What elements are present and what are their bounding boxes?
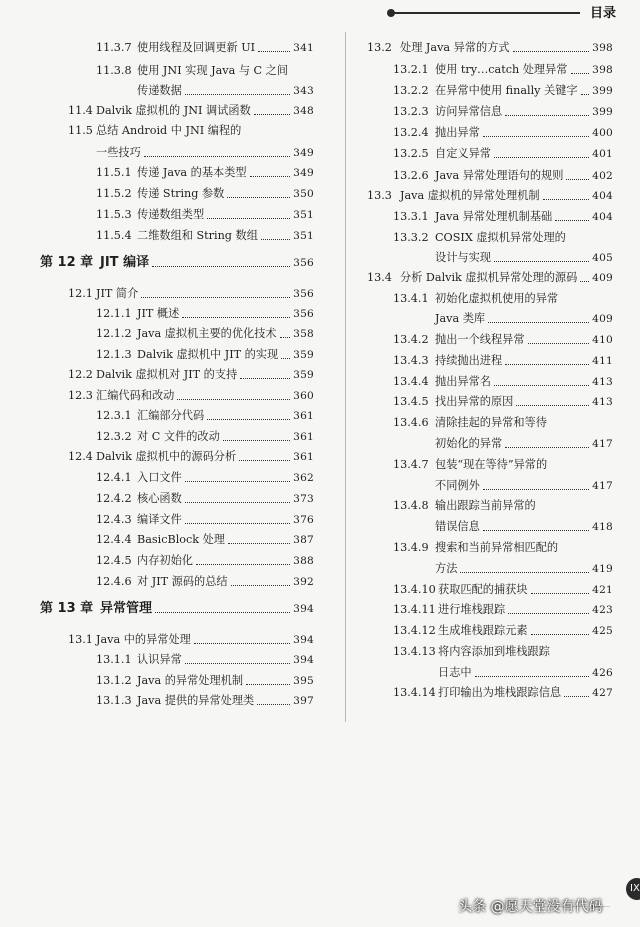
toc-title-continuation: 方法 (435, 562, 458, 575)
page-number: 401 (592, 148, 613, 160)
toc-title: JIT 简介 (96, 287, 139, 300)
page-number: 423 (592, 604, 613, 616)
toc-number: 13.1 (68, 633, 93, 646)
toc-entry[interactable] (393, 169, 613, 183)
dot-leader (227, 197, 290, 198)
toc-number: 12.1.2 (96, 327, 132, 340)
page-number: 397 (293, 695, 314, 707)
toc-title: 使用 JNI 实现 Java 与 C 之间 (137, 64, 289, 77)
dot-leader (185, 502, 290, 503)
toc-entry[interactable] (393, 210, 613, 224)
toc-entry-first-line[interactable] (393, 458, 547, 472)
toc-number: 第 12 章 (40, 255, 94, 270)
toc-entry[interactable] (393, 479, 613, 493)
toc-title: 找出异常的原因 (435, 395, 514, 408)
toc-title: 处理 Java 异常的方式 (400, 41, 510, 54)
page-number: 359 (293, 369, 314, 381)
toc-number: 13.4.5 (393, 395, 429, 408)
toc-title: 在异常中使用 finally 关键字 (435, 84, 578, 97)
toc-title: Java 中的异常处理 (96, 633, 191, 646)
dot-leader (513, 51, 590, 52)
dot-leader (494, 385, 589, 386)
toc-title: Dalvik 虚拟机的 JNI 调试函数 (96, 104, 251, 117)
toc-title: 异常管理 (100, 601, 153, 616)
toc-number: 12.4.5 (96, 554, 132, 567)
dot-leader (475, 676, 590, 677)
toc-entry[interactable] (393, 333, 613, 347)
column-divider (345, 32, 346, 722)
toc-entry[interactable] (68, 389, 314, 403)
page-number: 426 (592, 667, 613, 679)
dot-leader (152, 266, 290, 267)
toc-title: 进行堆栈跟踪 (438, 603, 506, 616)
page-number: 404 (592, 190, 613, 202)
toc-title: Dalvik 虚拟机中的源码分析 (96, 450, 237, 463)
dot-leader (581, 94, 590, 95)
page-number: 387 (293, 534, 314, 546)
toc-number: 11.5.3 (96, 208, 132, 221)
toc-title-continuation: 错误信息 (435, 520, 480, 533)
toc-number: 13.4.12 (393, 624, 436, 637)
toc-title: 二维数组和 String 数组 (137, 229, 258, 242)
toc-title: Java 虚拟机主要的优化技术 (137, 327, 277, 340)
watermark: 头条 @愿天堂没有代码 (458, 899, 603, 915)
page-number: 405 (592, 252, 613, 264)
toc-entry[interactable] (393, 520, 613, 534)
toc-entry[interactable] (367, 189, 613, 203)
toc-number: 13.4.11 (393, 603, 436, 616)
toc-entry-first-line[interactable] (393, 416, 547, 430)
toc-title: 抛出异常名 (435, 375, 491, 388)
toc-title: 抛出一个线程异常 (435, 333, 525, 346)
dot-leader (196, 564, 290, 565)
dot-leader (207, 419, 290, 420)
dot-leader (280, 337, 291, 338)
toc-number: 12.1.1 (96, 307, 132, 320)
toc-entry[interactable] (68, 104, 314, 118)
page-number: 361 (293, 451, 314, 463)
toc-title: BasicBlock 处理 (137, 533, 225, 546)
page-number: 351 (293, 230, 314, 242)
toc-title: COSIX 虚拟机异常处理的 (435, 231, 566, 244)
dot-leader (228, 543, 290, 544)
toc-entry[interactable] (96, 229, 314, 243)
page-number: 398 (592, 42, 613, 54)
dot-leader (231, 585, 291, 586)
dot-leader (239, 460, 290, 461)
page-number: 350 (293, 188, 314, 200)
page-number: 394 (293, 634, 314, 646)
toc-title: 总结 Android 中 JNI 编程的 (96, 124, 242, 137)
toc-entry[interactable] (96, 327, 314, 341)
chapter-heading[interactable] (40, 602, 314, 616)
toc-number: 12.3 (68, 389, 93, 402)
page-number: 388 (293, 555, 314, 567)
page-title: 目录 (589, 6, 616, 21)
toc-entry[interactable] (393, 147, 613, 161)
toc-number: 13.3 (367, 189, 392, 202)
dot-leader (483, 136, 589, 137)
toc-number: 13.1.2 (96, 674, 132, 687)
page-number: 399 (592, 85, 613, 97)
toc-title: Java 提供的异常处理类 (137, 694, 255, 707)
toc-title: 抛出异常 (435, 126, 480, 139)
dot-leader (185, 481, 290, 482)
toc-entry[interactable] (393, 624, 613, 638)
toc-entry-first-line[interactable] (393, 231, 566, 245)
toc-entry[interactable] (393, 395, 613, 409)
dot-leader (488, 322, 589, 323)
toc-title: JIT 概述 (137, 307, 180, 320)
toc-entry[interactable] (393, 354, 613, 368)
dot-leader (185, 663, 290, 664)
toc-number: 13.4.4 (393, 375, 429, 388)
page-number: 425 (592, 625, 613, 637)
toc-number: 13.3.1 (393, 210, 429, 223)
toc-number: 11.5 (68, 124, 93, 137)
toc-number: 13.3.2 (393, 231, 429, 244)
toc-entry[interactable] (68, 287, 314, 301)
toc-entry[interactable] (96, 674, 314, 688)
toc-entry[interactable] (96, 694, 314, 708)
page-number: 413 (592, 396, 613, 408)
toc-title: 传递数组类型 (137, 208, 205, 221)
toc-entry[interactable] (96, 208, 314, 222)
toc-title-continuation: 不同例外 (435, 479, 480, 492)
dot-leader (207, 218, 290, 219)
dot-leader (508, 613, 589, 614)
dot-leader (177, 399, 290, 400)
dot-leader (185, 523, 290, 524)
page-number: 356 (293, 257, 314, 269)
toc-number: 13.2.2 (393, 84, 429, 97)
toc-entry[interactable] (393, 251, 613, 265)
toc-number: 13.4.7 (393, 458, 429, 471)
toc-number: 13.4.10 (393, 583, 436, 596)
toc-number: 13.2 (367, 41, 392, 54)
toc-entry[interactable] (96, 409, 314, 423)
page-number: 392 (293, 576, 314, 588)
toc-title: 传递 Java 的基本类型 (137, 166, 247, 179)
page-number: 417 (592, 438, 613, 450)
toc-title-continuation: 日志中 (438, 666, 472, 679)
dot-leader (257, 704, 290, 705)
toc-title-continuation: 设计与实现 (435, 251, 491, 264)
dot-leader (516, 405, 589, 406)
toc-number: 12.1 (68, 287, 93, 300)
toc-title: 生成堆栈跟踪元素 (438, 624, 528, 637)
page-number-badge: IX (626, 878, 640, 900)
toc-title: 将内容添加到堆栈跟踪 (438, 645, 550, 658)
toc-entry-first-line[interactable] (393, 645, 550, 659)
dot-leader (505, 115, 589, 116)
toc-title: Java 虚拟机的异常处理机制 (400, 189, 540, 202)
dot-leader (483, 530, 589, 531)
dot-leader (543, 199, 590, 200)
toc-entry[interactable] (367, 271, 613, 285)
toc-title: 对 C 文件的改动 (137, 430, 220, 443)
page-number: 376 (293, 514, 314, 526)
dot-leader (281, 358, 290, 359)
dot-leader (144, 156, 290, 157)
toc-entry[interactable] (393, 312, 613, 326)
dot-leader (566, 179, 589, 180)
toc-number: 12.4.4 (96, 533, 132, 546)
dot-leader (254, 114, 290, 115)
toc-number: 13.4.2 (393, 333, 429, 346)
page-number: 404 (592, 211, 613, 223)
toc-number: 第 13 章 (40, 601, 94, 616)
toc-number: 12.1.3 (96, 348, 132, 361)
dot-leader (505, 447, 589, 448)
toc-entry[interactable] (96, 166, 314, 180)
dot-leader (580, 281, 589, 282)
toc-title: 访问异常信息 (435, 105, 503, 118)
dot-leader (528, 343, 590, 344)
page-number: 356 (293, 288, 314, 300)
toc-number: 12.4.6 (96, 575, 132, 588)
toc-number: 12.3.2 (96, 430, 132, 443)
page-number: 361 (293, 410, 314, 422)
toc-entry[interactable] (393, 666, 613, 680)
page-number: 398 (592, 64, 613, 76)
toc-title: 内存初始化 (137, 554, 193, 567)
toc-number: 13.2.6 (393, 169, 429, 182)
toc-title: 传递 String 参数 (137, 187, 225, 200)
toc-title: Java 异常处理语句的规则 (435, 169, 564, 182)
toc-entry[interactable] (393, 63, 613, 77)
toc-title: 核心函数 (137, 492, 182, 505)
toc-title: 使用 try…catch 处理异常 (435, 63, 568, 76)
toc-number: 12.4.2 (96, 492, 132, 505)
toc-number: 11.3.7 (96, 41, 132, 54)
toc-entry[interactable] (96, 575, 314, 589)
page-number: 427 (592, 687, 613, 699)
page-number: 349 (293, 147, 314, 159)
page-number: 413 (592, 376, 613, 388)
toc-number: 12.4 (68, 450, 93, 463)
page-number: 361 (293, 431, 314, 443)
page-number: 419 (592, 563, 613, 575)
toc-entry[interactable] (393, 437, 613, 451)
dot-leader (531, 593, 590, 594)
toc-entry[interactable] (393, 686, 613, 700)
toc-number: 13.4.6 (393, 416, 429, 429)
toc-entry[interactable] (68, 368, 314, 382)
dot-leader (258, 51, 290, 52)
toc-number: 12.4.3 (96, 513, 132, 526)
page-number: 356 (293, 308, 314, 320)
toc-title-continuation: 传递数据 (137, 84, 182, 97)
toc-entry[interactable] (393, 562, 613, 576)
page-number: 351 (293, 209, 314, 221)
toc-number: 13.2.1 (393, 63, 429, 76)
toc-entry[interactable] (96, 492, 314, 506)
dot-leader (194, 643, 290, 644)
toc-number: 11.5.4 (96, 229, 132, 242)
dot-leader (240, 378, 290, 379)
toc-number: 12.2 (68, 368, 93, 381)
toc-entry[interactable] (367, 41, 613, 55)
dot-leader (155, 612, 290, 613)
dot-leader (505, 364, 589, 365)
toc-title: 清除挂起的异常和等待 (435, 416, 547, 429)
toc-number: 13.4 (367, 271, 392, 284)
toc-title: Java 异常处理机制基础 (435, 210, 553, 223)
toc-title: 持续抛出进程 (435, 354, 503, 367)
toc-number: 11.3.8 (96, 64, 132, 77)
dot-leader (483, 489, 589, 490)
toc-title: 使用线程及回调更新 UI (137, 41, 256, 54)
toc-number: 11.4 (68, 104, 93, 117)
toc-title: 汇编代码和改动 (96, 389, 175, 402)
toc-entry[interactable] (96, 533, 314, 547)
toc-entry[interactable] (393, 375, 613, 389)
toc-title-continuation: Java 类库 (435, 312, 486, 325)
toc-entry[interactable] (68, 146, 314, 160)
toc-title: 初始化虚拟机使用的异常 (435, 292, 559, 305)
dot-leader (182, 317, 290, 318)
toc-number: 13.4.14 (393, 686, 436, 699)
chapter-heading[interactable] (40, 256, 314, 270)
dot-leader (141, 297, 290, 298)
page-number: 360 (293, 390, 314, 402)
toc-number: 13.2.4 (393, 126, 429, 139)
toc-title: 获取匹配的捕获块 (438, 583, 528, 596)
dot-leader (494, 157, 589, 158)
header-rule (392, 12, 580, 14)
toc-title-continuation: 初始化的异常 (435, 437, 503, 450)
toc-number: 13.4.13 (393, 645, 436, 658)
dot-leader (555, 220, 589, 221)
toc-title: 输出跟踪当前异常的 (435, 499, 536, 512)
toc-number: 13.1.1 (96, 653, 132, 666)
toc-number: 13.1.3 (96, 694, 132, 707)
toc-title: 打印输出为堆栈跟踪信息 (438, 686, 562, 699)
toc-entry[interactable] (96, 554, 314, 568)
dot-leader (564, 696, 589, 697)
toc-entry[interactable] (96, 653, 314, 667)
dot-leader (223, 440, 290, 441)
toc-title: 分析 Dalvik 虚拟机异常处理的源码 (400, 271, 578, 284)
toc-entry-first-line[interactable] (68, 124, 241, 138)
toc-entry[interactable] (393, 126, 613, 140)
toc-number: 13.4.1 (393, 292, 429, 305)
page-number: 341 (293, 42, 314, 54)
toc-entry-first-line[interactable] (393, 541, 558, 555)
toc-number: 13.2.3 (393, 105, 429, 118)
toc-entry[interactable] (96, 471, 314, 485)
page-number: 373 (293, 493, 314, 505)
page-number: 417 (592, 480, 613, 492)
toc-entry-first-line[interactable] (96, 64, 288, 78)
page-number: 394 (293, 654, 314, 666)
toc-number: 11.5.1 (96, 166, 132, 179)
page-number: 359 (293, 349, 314, 361)
toc-title: 对 JIT 源码的总结 (137, 575, 228, 588)
toc-title: 自定义异常 (435, 147, 491, 160)
toc-entry[interactable] (96, 513, 314, 527)
toc-title: Dalvik 虚拟机对 JIT 的支持 (96, 368, 238, 381)
page-number: 399 (592, 106, 613, 118)
page-header (0, 0, 640, 26)
toc-number: 13.4.9 (393, 541, 429, 554)
toc-number: 13.4.8 (393, 499, 429, 512)
toc-entry[interactable] (393, 603, 613, 617)
toc-title: 搜索和当前异常相匹配的 (435, 541, 559, 554)
dot-leader (246, 684, 290, 685)
toc-entry[interactable] (96, 430, 314, 444)
page-number: 358 (293, 328, 314, 340)
toc-entry[interactable] (68, 633, 314, 647)
toc-entry[interactable] (68, 450, 314, 464)
toc-title: Dalvik 虚拟机中 JIT 的实现 (137, 348, 279, 361)
toc-number: 13.2.5 (393, 147, 429, 160)
page-number: 400 (592, 127, 613, 139)
toc-title: 入口文件 (137, 471, 182, 484)
toc-title: 认识异常 (137, 653, 182, 666)
page-number: 394 (293, 603, 314, 615)
dot-leader (494, 261, 589, 262)
page-number: 418 (592, 521, 613, 533)
toc-entry[interactable] (96, 348, 314, 362)
toc-number: 13.4.3 (393, 354, 429, 367)
toc-entry[interactable] (96, 84, 314, 98)
toc-entry[interactable] (96, 41, 314, 55)
toc-entry[interactable] (393, 84, 613, 98)
page-number: 395 (293, 675, 314, 687)
dot-leader (250, 176, 291, 177)
dot-leader (185, 94, 290, 95)
toc-title: 包装“现在等待”异常的 (435, 458, 548, 471)
page-number: 343 (293, 85, 314, 97)
page-number: 409 (592, 313, 613, 325)
toc-title: 编译文件 (137, 513, 182, 526)
dot-leader (261, 239, 290, 240)
dot-leader (571, 73, 590, 74)
toc-title-continuation: 一些技巧 (96, 146, 141, 159)
toc-entry-first-line[interactable] (393, 499, 536, 513)
toc-number: 12.4.1 (96, 471, 132, 484)
toc-number: 12.3.1 (96, 409, 132, 422)
toc-entry[interactable] (96, 307, 314, 321)
toc-number: 11.5.2 (96, 187, 132, 200)
page-number: 411 (592, 355, 613, 367)
dot-leader (531, 634, 590, 635)
dot-leader (460, 572, 589, 573)
page-number: 349 (293, 167, 314, 179)
page-number: 402 (592, 170, 613, 182)
page-number: 348 (293, 105, 314, 117)
page-number: 410 (592, 334, 613, 346)
toc-entry[interactable] (393, 583, 613, 597)
page-number: 409 (592, 272, 613, 284)
page-number: 362 (293, 472, 314, 484)
toc-entry-first-line[interactable] (393, 292, 558, 306)
toc-entry[interactable] (96, 187, 314, 201)
toc-entry[interactable] (393, 105, 613, 119)
toc-title: Java 的异常处理机制 (137, 674, 244, 687)
page-number: 421 (592, 584, 613, 596)
toc-title: JIT 编译 (100, 255, 150, 270)
toc-title: 汇编部分代码 (137, 409, 205, 422)
